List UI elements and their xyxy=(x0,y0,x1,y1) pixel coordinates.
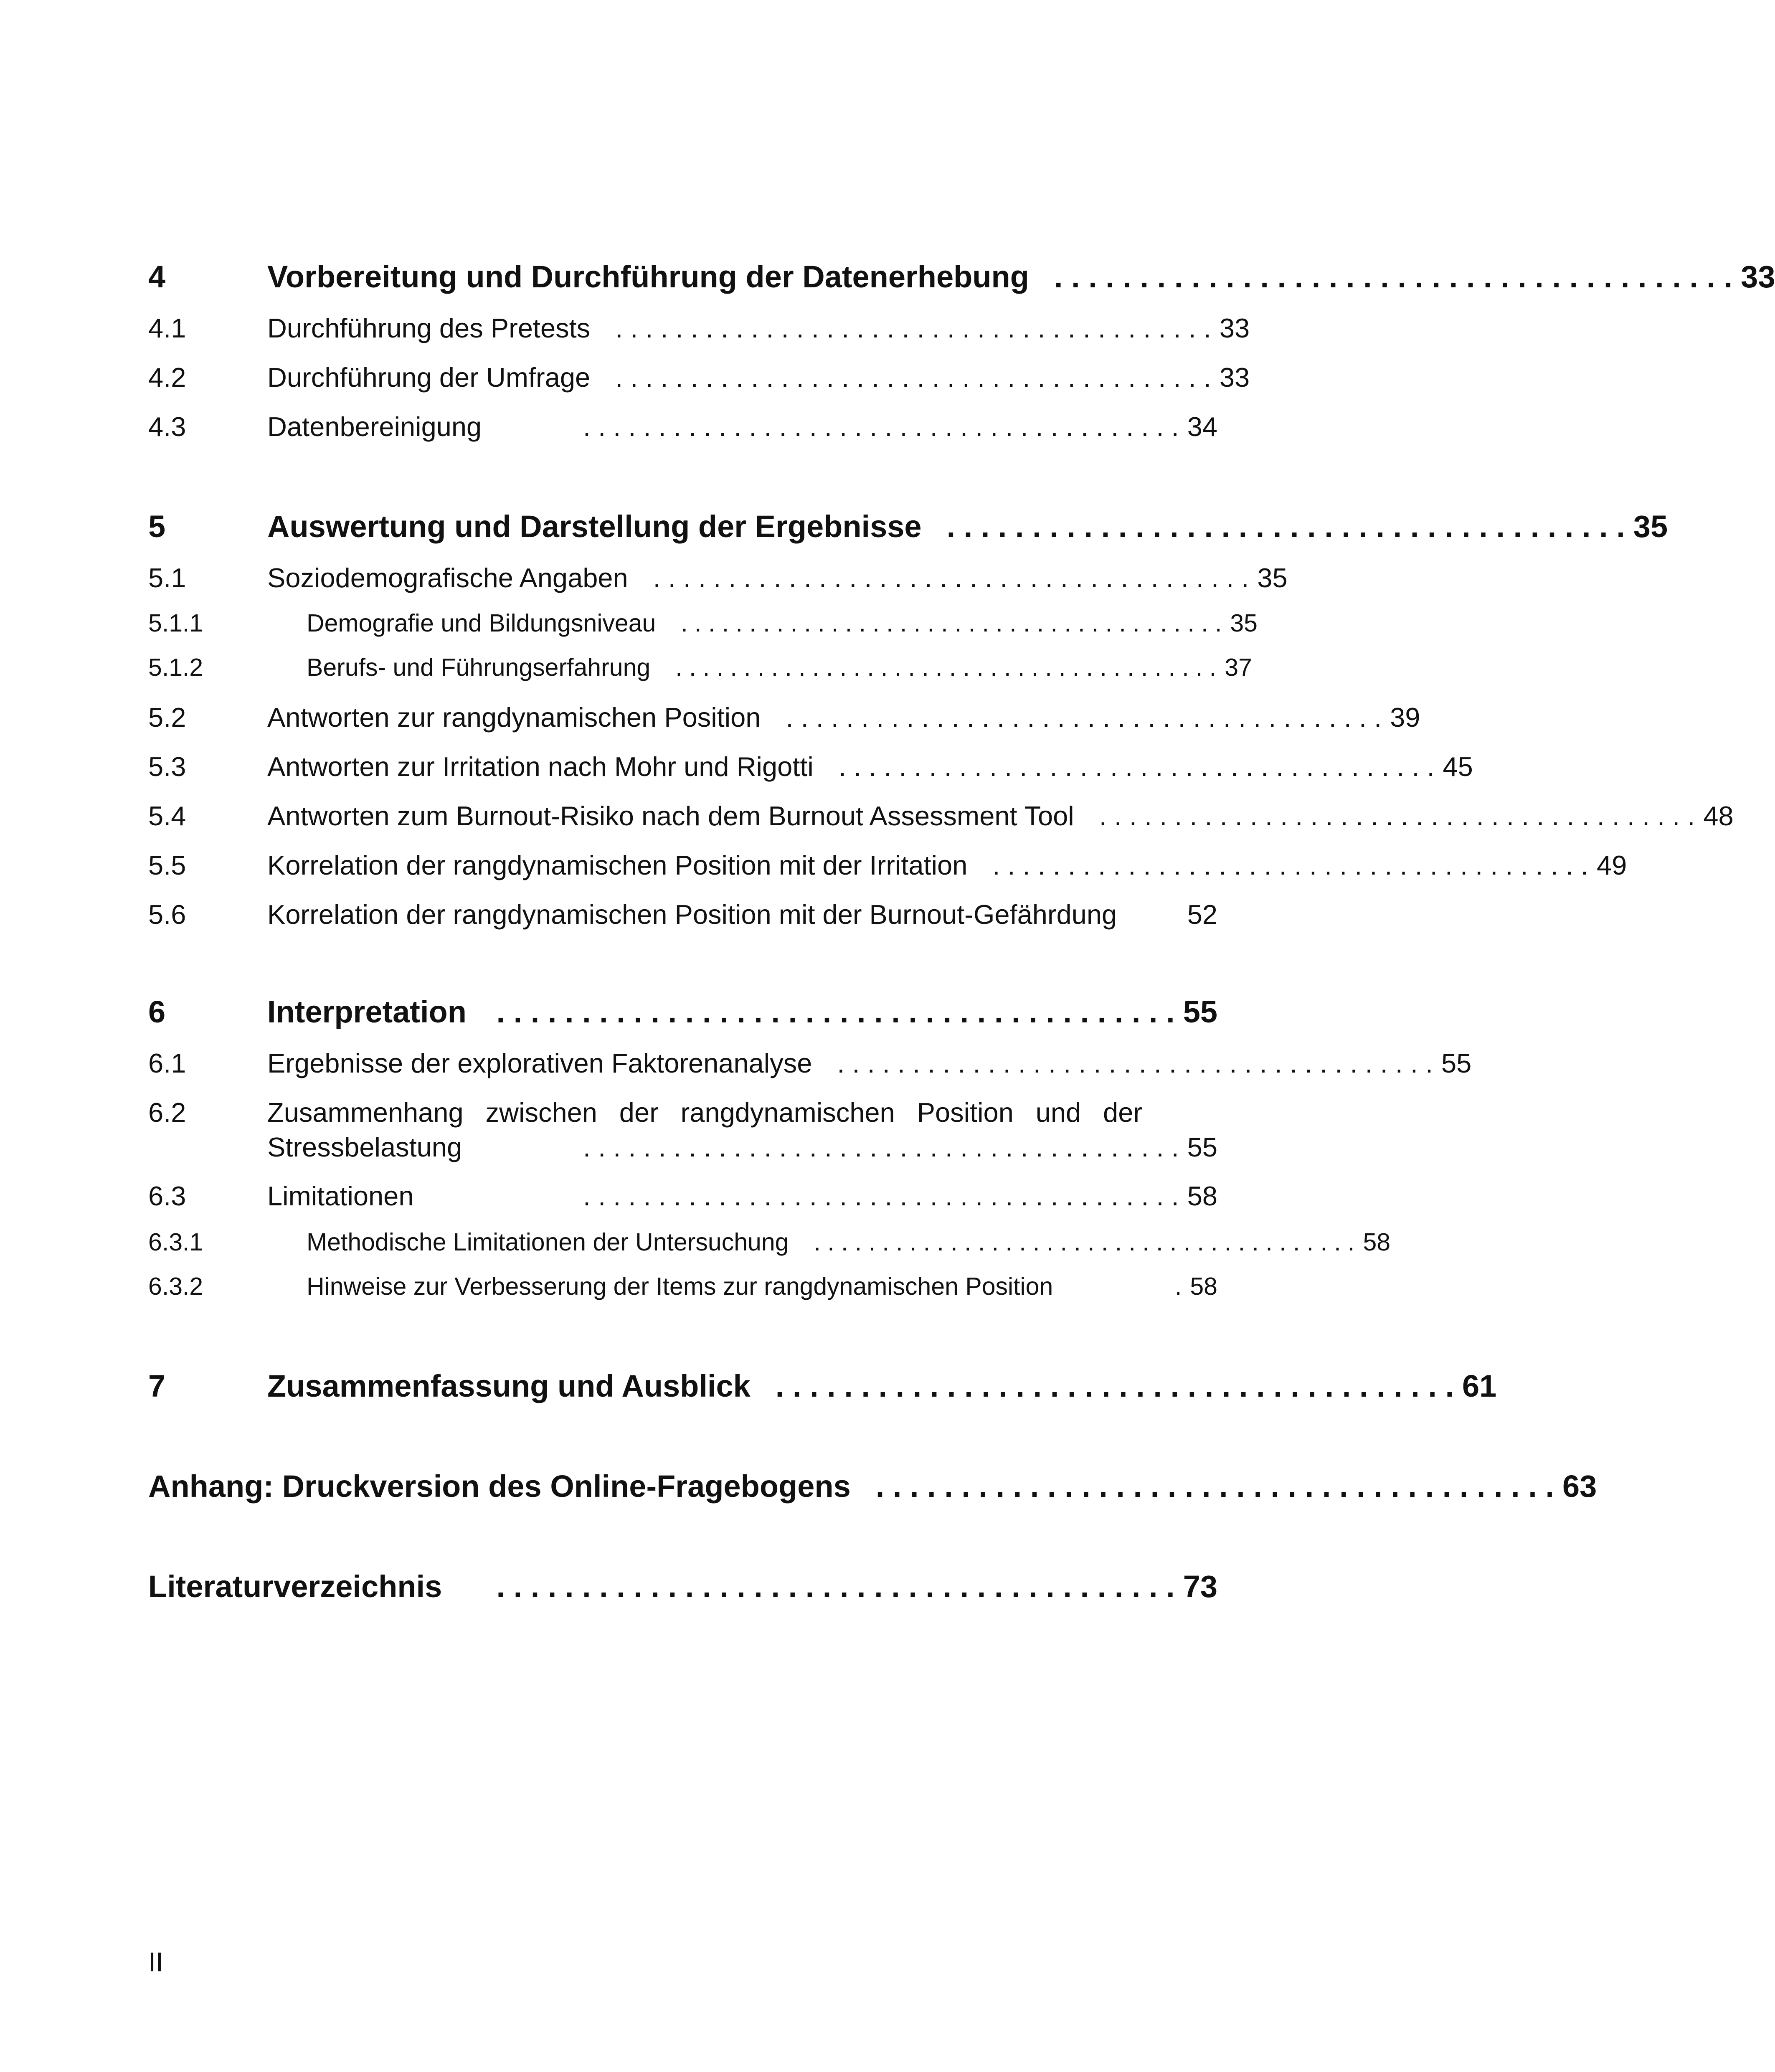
toc-number: 4.2 xyxy=(148,362,186,393)
dot-leader: . xyxy=(1174,1273,1182,1300)
toc-section-5-4 xyxy=(148,800,1734,832)
toc-title: Antworten zur rangdynamischen Position xyxy=(267,702,761,733)
dot-leader: . . . . . . . . . . . . . . . . . . . . . . . . . . . . . . . . . . . . . . . . xyxy=(583,1132,1179,1162)
toc-title: Durchführung der Umfrage xyxy=(267,362,591,393)
dot-leader: . . . . . . . . . . . . . . . . . . . . . . . . . . . . . . . . . . . . . . . . xyxy=(1054,259,1733,294)
toc-number: 5.5 xyxy=(148,850,186,880)
toc-title: Stressbelastung xyxy=(267,1132,462,1162)
toc-number: 6.3.2 xyxy=(148,1273,203,1300)
dot-leader: . . . . . . . . . . . . . . . . . . . . . . . . . . . . . . . . . . . . . . . . xyxy=(681,609,1222,637)
toc-section-6-3 xyxy=(148,1180,1217,1212)
toc-title: Durchführung des Pretests xyxy=(267,313,591,343)
toc-page: 58 xyxy=(1190,1273,1217,1300)
toc-section-5-3 xyxy=(148,751,1473,782)
toc-section-6-2 xyxy=(148,1097,1217,1163)
toc-title: Hinweise zur Verbesserung der Items zur rangdynamischen Position xyxy=(307,1273,1053,1300)
toc-title: Literaturverzeichnis xyxy=(148,1569,442,1604)
dot-leader: . . . . . . . . . . . . . . . . . . . . . . . . . . . . . . . . . . . . . . . . xyxy=(583,1181,1179,1211)
title-word: der xyxy=(1103,1097,1142,1128)
title-word: Zusammenhang xyxy=(267,1097,464,1128)
toc-title: Berufs- und Führungserfahrung xyxy=(307,654,651,681)
dot-leader: . . . . . . . . . . . . . . . . . . . . . . . . . . . . . . . . . . . . . . . . xyxy=(837,1048,1433,1078)
title-word: zwischen xyxy=(485,1097,597,1128)
toc-title: Methodische Limitationen der Untersuchung xyxy=(307,1228,789,1256)
toc-number: 5.1 xyxy=(148,563,186,593)
toc-page: 35 xyxy=(1257,563,1288,593)
toc-section-4-3 xyxy=(148,411,1217,442)
title-word: der xyxy=(619,1097,659,1128)
dot-leader: . . . . . . . . . . . . . . . . . . . . . . . . . . . . . . . . . . . . . . . . xyxy=(1099,801,1695,831)
toc-page: 55 xyxy=(1187,1132,1217,1162)
toc-section-4-2 xyxy=(148,362,1250,393)
toc-page: 35 xyxy=(1633,509,1668,544)
toc-page: 49 xyxy=(1597,850,1627,880)
dot-leader: . . . . . . . . . . . . . . . . . . . . . . . . . . . . . . . . . . . . . . . . xyxy=(775,1369,1454,1403)
toc-page: 33 xyxy=(1219,313,1250,343)
toc-title: Soziodemografische Angaben xyxy=(267,563,628,593)
toc-title: Ergebnisse der explorativen Faktorenanalyse xyxy=(267,1048,812,1078)
toc-page: 33 xyxy=(1219,362,1250,393)
dot-leader: . . . . . . . . . . . . . . . . . . . . . . . . . . . . . . . . . . . . . . . . xyxy=(946,509,1625,544)
dot-leader: . . . . . . . . . . . . . . . . . . . . . . . . . . . . . . . . . . . . . . . . xyxy=(496,1569,1175,1604)
toc-subsection-6-3-2 xyxy=(148,1272,1217,1301)
toc-section-5-5 xyxy=(148,850,1627,881)
toc-page: 55 xyxy=(1183,994,1217,1029)
dot-leader: . . . . . . . . . . . . . . . . . . . . . . . . . . . . . . . . . . . . . . . . xyxy=(875,1469,1554,1504)
toc-number: 4.1 xyxy=(148,313,186,343)
toc-title: Zusammenfassung und Ausblick xyxy=(267,1369,751,1403)
dot-leader: . . . . . . . . . . . . . . . . . . . . . . . . . . . . . . . . . . . . . . . . xyxy=(653,563,1249,593)
dot-leader: . . . . . . . . . . . . . . . . . . . . . . . . . . . . . . . . . . . . . . . . xyxy=(786,702,1382,733)
toc-number: 6.2 xyxy=(148,1097,186,1128)
toc-number: 6.1 xyxy=(148,1048,186,1078)
toc-page: 34 xyxy=(1187,411,1217,442)
toc-title: Korrelation der rangdynamischen Position mit der Irritation xyxy=(267,850,968,880)
toc-title: Vorbereitung und Durchführung der Datenerhebung xyxy=(267,259,1029,294)
title-word: Position xyxy=(917,1097,1014,1128)
dot-leader: . . . . . . . . . . . . . . . . . . . . . . . . . . . . . . . . . . . . . . . . xyxy=(583,411,1179,442)
toc-number: 6.3 xyxy=(148,1181,186,1211)
toc-number: 5.4 xyxy=(148,801,186,831)
toc-number: 5.1.2 xyxy=(148,654,203,681)
toc-appendix xyxy=(148,1468,1597,1504)
title-word: rangdynamischen xyxy=(680,1097,895,1128)
toc-page: 39 xyxy=(1390,702,1420,733)
page-number: II xyxy=(148,1947,164,1977)
dot-leader: . . . . . . . . . . . . . . . . . . . . . . . . . . . . . . . . . . . . . . . . xyxy=(615,313,1211,343)
toc-section-6-1 xyxy=(148,1047,1472,1079)
toc-page: 58 xyxy=(1187,1181,1217,1211)
dot-leader: . . . . . . . . . . . . . . . . . . . . . . . . . . . . . . . . . . . . . . . . xyxy=(675,654,1217,681)
title-word: und xyxy=(1035,1097,1081,1128)
toc-subsection-5-1-2 xyxy=(148,653,1252,682)
toc-number: 6.3.1 xyxy=(148,1228,203,1256)
toc-title: Interpretation xyxy=(267,994,467,1029)
toc-chapter-7 xyxy=(148,1368,1497,1404)
toc-page: 35 xyxy=(1230,609,1258,637)
toc-title-line-2 xyxy=(148,1131,1217,1163)
toc-title: Demografie und Bildungsniveau xyxy=(307,609,656,637)
toc-subsection-5-1-1 xyxy=(148,609,1258,637)
toc-title: Limitationen xyxy=(267,1181,414,1211)
toc-page: 37 xyxy=(1225,654,1252,681)
toc-title: Antworten zum Burnout-Risiko nach dem Burnout Assessment Tool xyxy=(267,801,1074,831)
toc-number: 5.3 xyxy=(148,751,186,782)
toc-title: Korrelation der rangdynamischen Position mit der Burnout-Gefährdung xyxy=(267,899,1117,930)
dot-leader: . . . . . . . . . . . . . . . . . . . . . . . . . . . . . . . . . . . . . . . . xyxy=(496,994,1175,1029)
dot-leader: . . . . . . . . . . . . . . . . . . . . . . . . . . . . . . . . . . . . . . . . xyxy=(615,362,1211,393)
toc-page: 45 xyxy=(1443,751,1473,782)
toc-section-5-6 xyxy=(148,899,1217,930)
dot-leader: . . . . . . . . . . . . . . . . . . . . . . . . . . . . . . . . . . . . . . . . xyxy=(992,850,1589,880)
toc-page: 73 xyxy=(1183,1569,1217,1604)
toc-title: Antworten zur Irritation nach Mohr und Rigotti xyxy=(267,751,814,782)
toc-number: 4.3 xyxy=(148,411,186,442)
toc-page: 58 xyxy=(1363,1228,1391,1256)
toc-chapter-6 xyxy=(148,994,1217,1030)
toc-section-5-1 xyxy=(148,562,1288,593)
toc-number: 5 xyxy=(148,509,166,544)
toc-number: 5.1.1 xyxy=(148,609,203,637)
toc-title: Auswertung und Darstellung der Ergebnisse xyxy=(267,509,922,544)
toc-page: 52 xyxy=(1187,899,1217,930)
toc-title-line-1 xyxy=(148,1097,1217,1128)
toc-title: Datenbereinigung xyxy=(267,411,482,442)
toc-section-4-1 xyxy=(148,312,1250,344)
toc-number: 7 xyxy=(148,1369,166,1403)
toc-number: 6 xyxy=(148,994,166,1029)
dot-leader: . . . . . . . . . . . . . . . . . . . . . . . . . . . . . . . . . . . . . . . . xyxy=(838,751,1435,782)
toc-title: Anhang: Druckversion des Online-Fragebogens xyxy=(148,1469,851,1504)
toc-title-words xyxy=(267,1097,1142,1128)
toc-chapter-4 xyxy=(148,259,1775,294)
toc-subsection-6-3-1 xyxy=(148,1228,1391,1256)
toc-number: 5.6 xyxy=(148,899,186,930)
toc-page: 55 xyxy=(1441,1048,1472,1078)
toc-page: 61 xyxy=(1462,1369,1497,1403)
toc-page: 48 xyxy=(1703,801,1734,831)
toc-number: 5.2 xyxy=(148,702,186,733)
dot-leader: . . . . . . . . . . . . . . . . . . . . . . . . . . . . . . . . . . . . . . . . xyxy=(814,1228,1355,1256)
toc-bibliography xyxy=(148,1569,1217,1604)
toc-page: 33 xyxy=(1741,259,1775,294)
toc-page: 63 xyxy=(1562,1469,1597,1504)
toc-section-5-2 xyxy=(148,702,1420,733)
toc-number: 4 xyxy=(148,259,166,294)
toc-chapter-5 xyxy=(148,509,1668,544)
